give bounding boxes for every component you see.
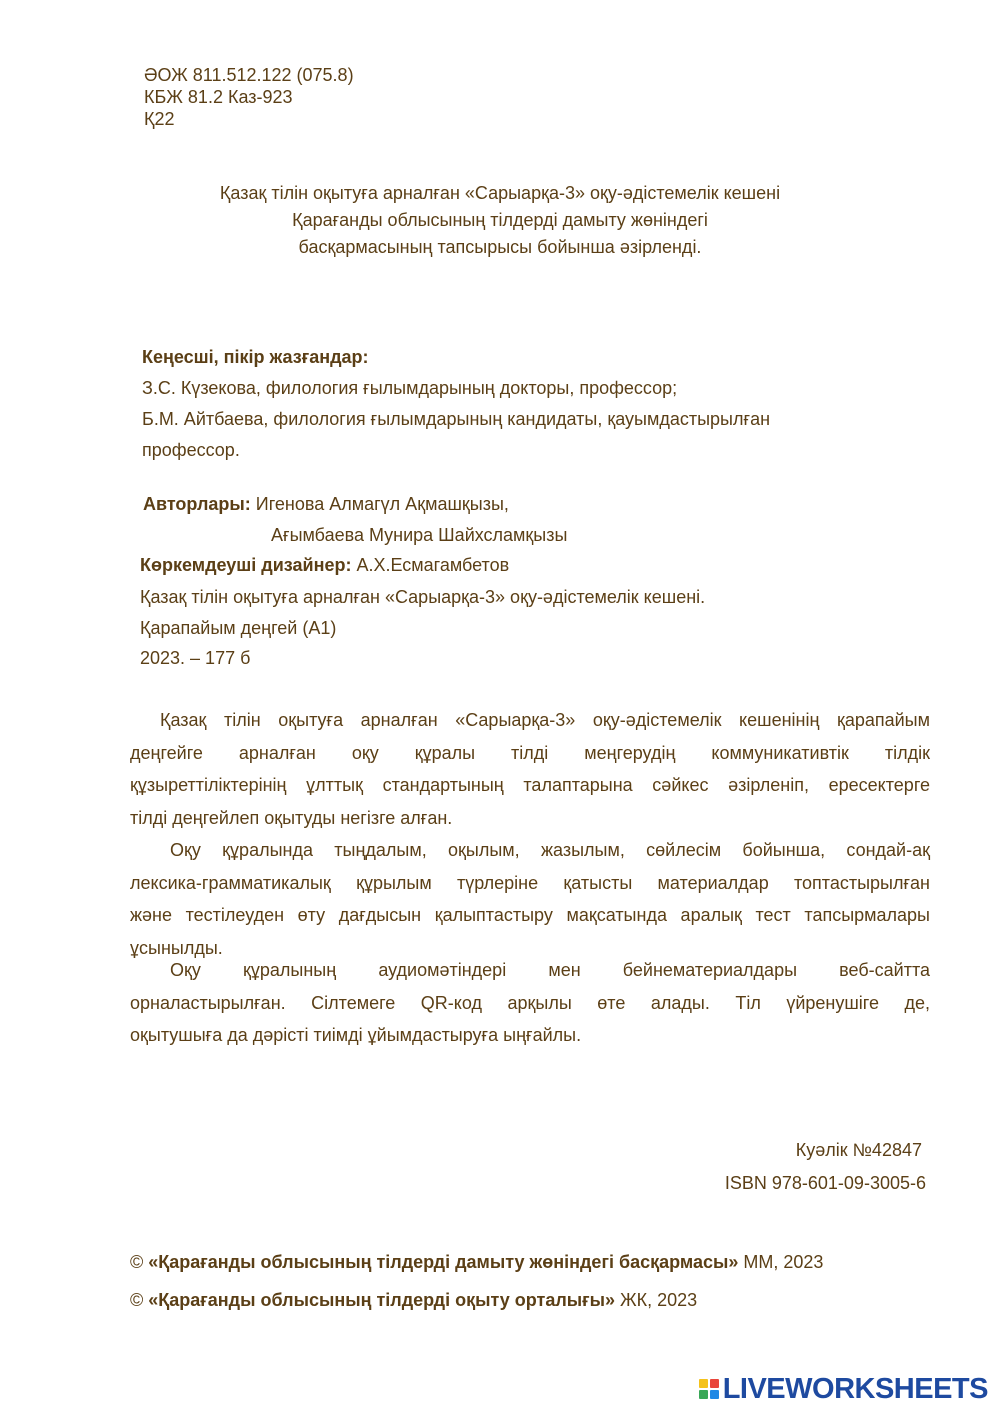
- classification-codes: [144, 64, 354, 130]
- author-mark: Қ22: [144, 109, 175, 129]
- reviewers-heading: Кеңесші, пікір жазғандар:: [142, 347, 369, 367]
- intro-block: [0, 180, 1000, 261]
- book-title: Қазақ тілін оқытуға арналған «Сарыарқа-3» оқу-әдістемелік кешені.: [140, 587, 706, 607]
- designer-line: [140, 553, 509, 577]
- copyright-line: [130, 1284, 697, 1316]
- author-name: Ағымбаева Мунира Шайхсламқызы: [271, 525, 568, 545]
- udc-code: ӘОЖ 811.512.122 (075.8): [144, 65, 354, 85]
- authors-line: [143, 492, 509, 516]
- brand-name: LIVEWORKSHEETS: [722, 1372, 988, 1405]
- lbc-code: КБЖ 81.2 Каз-923: [144, 87, 293, 107]
- authors-label: Авторлары:: [143, 494, 251, 514]
- reviewer-line: Б.М. Айтбаева, филология ғылымдарының кандидаты, қауымдастырылған: [142, 409, 771, 429]
- designer-name: А.Х.Есмагамбетов: [356, 555, 510, 575]
- book-year-pages: 2023. – 177 б: [140, 648, 251, 668]
- copyright-suffix: ЖК, 2023: [620, 1290, 698, 1310]
- annotation-paragraph-3: [130, 954, 930, 1052]
- annotation-line: Қазақ тілін оқытуға арналған «Сарыарқа-3» оқу-әдістемелік кешенінің қарапайым: [160, 710, 930, 730]
- annotation-line: және тестілеуден өту дағдысын қалыптастыру мақсатында аралық тест тапсырмалары: [130, 905, 930, 925]
- copyright-org: «Қарағанды облысының тілдерді дамыту жөніндегі басқармасы»: [148, 1252, 739, 1272]
- reviewer-line: З.С. Күзекова, филология ғылымдарының докторы, профессор;: [142, 378, 678, 398]
- annotation-line: Оқу құралында тыңдалым, оқылым, жазылым, сөйлесім бойынша, сондай-ақ: [170, 840, 930, 860]
- annotation-line: тілді деңгейлеп оқытуды негізге алған.: [130, 807, 453, 828]
- copyright-symbol: ©: [130, 1290, 144, 1310]
- intro-line: Қарағанды облысының тілдерді дамыту жөніндегі: [292, 210, 708, 230]
- certificate-number: Куәлік №42847: [795, 1140, 922, 1160]
- logo-block: [699, 1390, 708, 1399]
- author-name: Игенова Алмагүл Ақмашқызы,: [255, 494, 509, 514]
- logo-block: [699, 1379, 708, 1388]
- annotation-line: деңгейге арналған оқу құралы тілді меңгерудің коммуникативтік тілдік: [130, 742, 930, 763]
- annotation-line: орналастырылған. Сілтемеге QR-код арқылы өте алады. Тіл үйренушіге де,: [130, 992, 930, 1013]
- intro-line: басқармасының тапсырысы бойынша әзірленді.: [298, 237, 702, 257]
- annotation-line: құзыреттіліктерінің ұлттық стандартының талаптарына сәйкес әзірленіп, ересектерге: [130, 775, 930, 795]
- logo-blocks-icon: [699, 1379, 719, 1399]
- liveworksheets-logo[interactable]: [699, 1372, 988, 1406]
- annotation-paragraph-1: [130, 704, 930, 834]
- book-level: Қарапайым деңгей (А1): [140, 618, 337, 638]
- reviewers-block: [142, 342, 770, 466]
- designer-label: Көркемдеуші дизайнер:: [140, 555, 352, 575]
- annotation-line: ұсынылды.: [130, 937, 223, 958]
- reviewer-line: профессор.: [142, 440, 240, 460]
- copyright-suffix: ММ, 2023: [743, 1252, 824, 1272]
- logo-block: [710, 1390, 719, 1399]
- annotation-line: Оқу құралының аудиомәтіндері мен бейнематериалдары веб-сайтта: [170, 960, 930, 980]
- copyright-line: [130, 1246, 823, 1278]
- logo-block: [710, 1379, 719, 1388]
- annotation-line: лексика-грамматикалық құрылым түрлеріне қатысты материалдар топтастырылған: [130, 872, 930, 893]
- copyright-symbol: ©: [130, 1252, 144, 1272]
- copyright-org: «Қарағанды облысының тілдерді оқыту орталығы»: [148, 1290, 616, 1310]
- publication-ids: [725, 1134, 926, 1200]
- isbn: ISBN 978-601-09-3005-6: [724, 1173, 926, 1193]
- annotation-line: оқытушыға да дәрісті тиімді ұйымдастыруға ыңғайлы.: [130, 1025, 582, 1045]
- annotation-paragraph-2: [130, 834, 930, 964]
- intro-line: Қазақ тілін оқытуға арналған «Сарыарқа-3» оқу-әдістемелік кешені: [219, 183, 781, 203]
